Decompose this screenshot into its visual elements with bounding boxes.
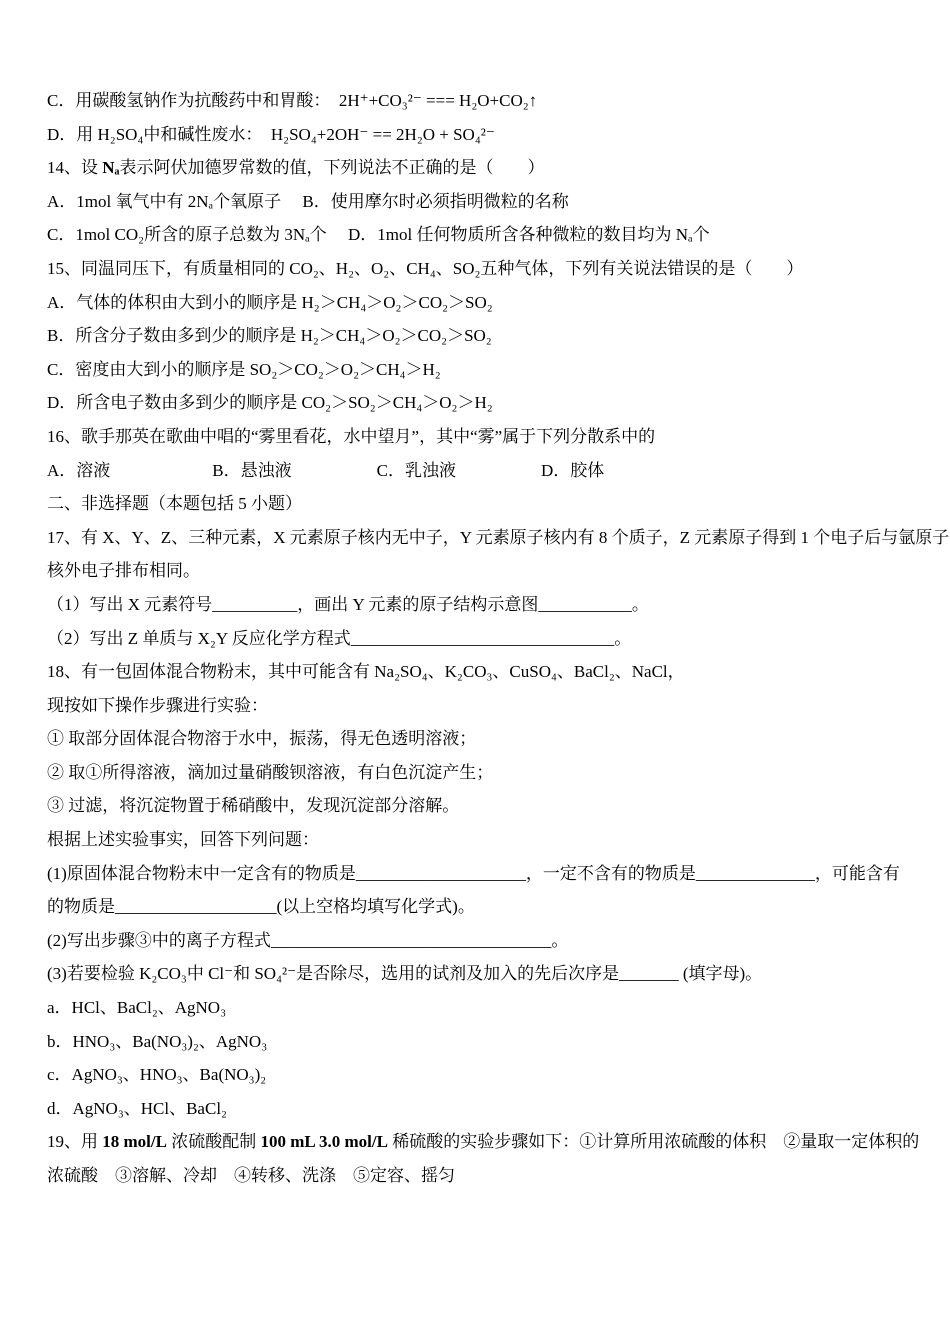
text-segment: 17、有 X、Y、Z、三种元素，X 元素原子核内无中子，Y 元素原子核内有 8 个质子，Z 元素原子得到 1 个电子后与氩原子: [47, 527, 950, 547]
doc-line-24: [47, 857, 910, 891]
text-segment: 浓硫酸 ③溶解、冷却 ④转移、洗涤 ⑤定容、摇匀: [47, 1166, 455, 1185]
doc-line-14: [47, 521, 950, 555]
doc-line-9: [47, 353, 910, 387]
doc-line-30: [47, 1058, 910, 1092]
doc-line-29: [47, 1025, 910, 1059]
doc-line-31: [47, 1092, 910, 1126]
text-segment: 根据上述实验事实，回答下列问题：: [47, 830, 319, 850]
text-segment: b．HNO₃、Ba(NO₃)₂、AgNO₃: [47, 1031, 268, 1051]
text-segment: d．AgNO₃、HCl、BaCl₂: [47, 1098, 227, 1118]
text-segment: D．所含电子数由多到少的顺序是 CO₂＞SO₂＞CH₄＞O₂＞H₂: [47, 393, 493, 413]
doc-line-10: [47, 386, 910, 420]
doc-line-28: [47, 991, 910, 1025]
doc-line-1: [47, 84, 910, 118]
doc-line-8: [47, 319, 910, 353]
doc-line-17: [47, 622, 910, 656]
doc-line-7: [47, 286, 910, 320]
text-segment: A．气体的体积由大到小的顺序是 H₂＞CH₄＞O₂＞CO₂＞SO₂: [47, 292, 493, 312]
text-segment: 二、非选择题（本题包括 5 小题）: [47, 494, 302, 514]
text-segment: B．所含分子数由多到少的顺序是 H₂＞CH₄＞O₂＞CO₂＞SO₂: [47, 326, 492, 346]
text-segment: C．密度由大到小的顺序是 SO₂＞CO₂＞O₂＞CH₄＞H₂: [47, 359, 441, 379]
text-segment: 核外电子排布相同。: [47, 561, 200, 581]
doc-line-5: [47, 218, 910, 252]
text-segment: (1)原固体混合物粉末中一定含有的物质是____________________，一定不含有的物质是______________，可能含有: [47, 863, 900, 883]
text-segment: ② 取①所得溶液，滴加过量硝酸钡溶液，有白色沉淀产生；: [47, 762, 494, 782]
text-segment: C．用碳酸氢钠作为抗酸药中和胃酸： 2H⁺+CO₃²⁻ === H₂O+CO₂↑: [47, 91, 538, 110]
text-segment: (3)若要检验 K₂CO₃中 Cl⁻和 SO₄²⁻是否除尽，选用的试剂及加入的先后次序是_______ (填字母)。: [47, 964, 763, 984]
text-segment: ① 取部分固体混合物溶于水中，振荡，得无色透明溶液；: [47, 729, 477, 749]
text-segment: D．用 H₂SO₄中和碱性废水： H₂SO₄+2OH⁻ == 2H₂O + SO₄²⁻: [47, 124, 495, 144]
document-body: [47, 84, 950, 1193]
text-segment: （1）写出 X 元素符号__________，画出 Y 元素的原子结构示意图___________。: [47, 594, 649, 614]
text-segment: 现按如下操作步骤进行实验：: [47, 695, 268, 715]
text-segment: （2）写出 Z 单质与 X₂Y 反应化学方程式_______________________________。: [47, 628, 632, 648]
text-segment: 18 mol/L: [102, 1132, 167, 1152]
doc-line-6: [47, 252, 910, 286]
text-segment: 浓硫酸配制: [166, 1132, 261, 1152]
doc-line-23: [47, 823, 910, 857]
text-segment: A．溶液 B．悬浊液 C．乳浊液 D．胶体: [47, 460, 605, 480]
text-segment: 的物质是___________________(以上空格均填写化学式)。: [47, 897, 475, 917]
doc-line-16: [47, 588, 910, 622]
text-segment: 14、设: [47, 158, 103, 178]
text-segment: 稀硫酸的实验步骤如下：①计算所用浓硫酸的体积 ②量取一定体积的: [387, 1132, 920, 1152]
text-segment: c．AgNO₃、HNO₃、Ba(NO₃)₂: [47, 1065, 267, 1085]
doc-line-19: [47, 689, 910, 723]
doc-line-13: [47, 487, 910, 521]
text-segment: A．1mol 氧气中有 2Nₐ个氧原子 B．使用摩尔时必须指明微粒的名称: [47, 191, 569, 211]
doc-line-3: [47, 151, 910, 185]
text-segment: 15、同温同压下，有质量相同的 CO₂、H₂、O₂、CH₄、SO₂五种气体，下列有关说法错误的是（ ）: [47, 258, 804, 278]
text-segment: 100 mL 3.0 mol/L: [260, 1132, 388, 1152]
text-segment: 18、有一包固体混合物粉末，其中可能含有 Na₂SO₄、K₂CO₃、CuSO₄、BaCl₂、NaCl，: [47, 662, 685, 682]
text-segment: Nₐ: [102, 158, 120, 178]
doc-line-11: [47, 420, 910, 454]
text-segment: (2)写出步骤③中的离子方程式_________________________________。: [47, 930, 569, 950]
doc-line-33: [47, 1159, 910, 1193]
text-segment: ③ 过滤，将沉淀物置于稀硝酸中，发现沉淀部分溶解。: [47, 796, 460, 816]
text-segment: 16、歌手那英在歌曲中唱的“雾里看花，水中望月”，其中“雾”属于下列分散系中的: [47, 426, 656, 446]
doc-line-27: [47, 957, 910, 991]
text-segment: a．HCl、BaCl₂、AgNO₃: [47, 998, 227, 1018]
doc-line-32: [47, 1125, 920, 1159]
doc-line-2: [47, 118, 910, 152]
text-segment: 表示阿伏加德罗常数的值，下列说法不正确的是（ ）: [119, 158, 545, 178]
doc-line-4: [47, 185, 910, 219]
doc-line-26: [47, 924, 910, 958]
text-segment: C．1mol CO₂所含的原子总数为 3Nₐ个 D．1mol 任何物质所含各种微粒的数目均为 Nₐ个: [47, 225, 710, 245]
doc-line-21: [47, 756, 910, 790]
doc-line-25: [47, 890, 910, 924]
doc-line-12: [47, 454, 910, 488]
doc-line-22: [47, 789, 910, 823]
text-segment: 19、用: [47, 1132, 103, 1152]
doc-line-15: [47, 554, 910, 588]
doc-line-18: [47, 655, 910, 689]
doc-line-20: [47, 722, 910, 756]
